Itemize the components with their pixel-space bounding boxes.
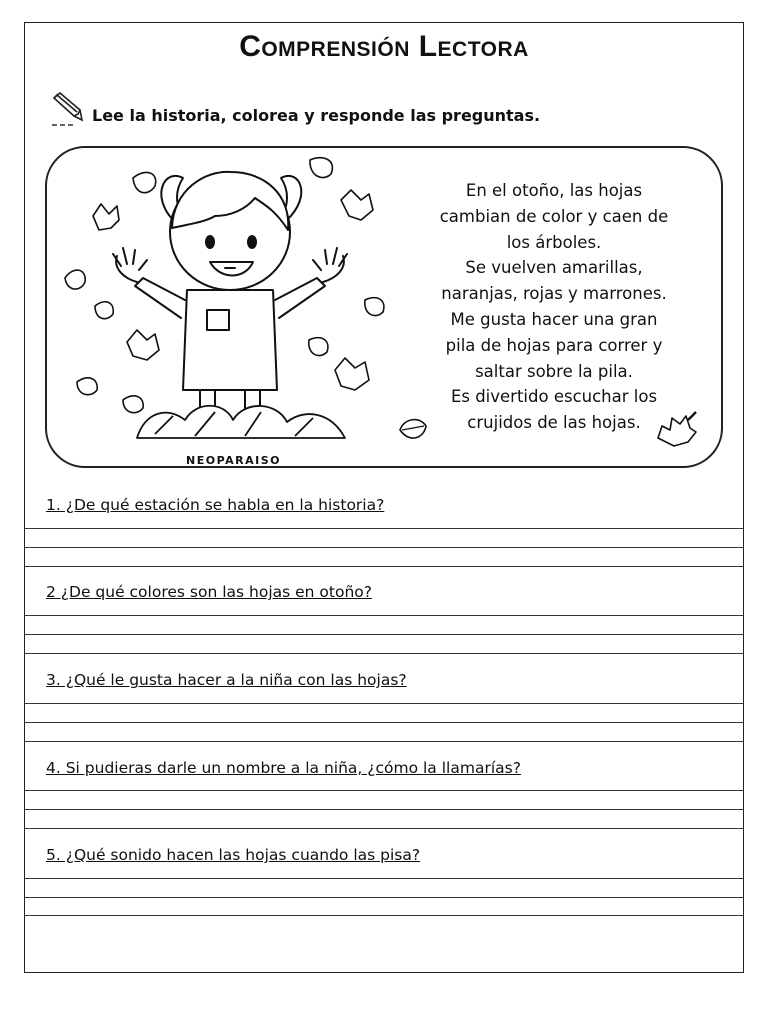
answer-line[interactable] [24,547,744,548]
instruction-text: Lee la historia, colorea y responde las preguntas. [92,106,541,125]
question-5: 5. ¿Qué sonido hacen las hojas cuando las pisa? [46,846,421,864]
answer-line[interactable] [24,790,744,791]
question-4: 4. Si pudieras darle un nombre a la niña, ¿cómo la llamarías? [46,759,521,777]
story-line: naranjas, rojas y marrones. [441,284,667,304]
story-line: los árboles. [506,232,602,252]
answer-line[interactable] [24,566,744,567]
answer-line[interactable] [24,915,744,916]
pencil-icon [48,92,88,128]
story-line: Se vuelven amarillas, [465,258,643,278]
answer-line[interactable] [24,809,744,810]
story-line: crujidos de las hojas. [467,413,641,433]
answer-line[interactable] [24,528,744,529]
brand-logo: NEOPARAISO [186,454,281,467]
answer-line[interactable] [24,615,744,616]
answer-line[interactable] [24,878,744,879]
story-line: cambian de color y caen de [439,206,669,226]
story-line: pila de hojas para correr y [445,335,663,355]
story-text [412,178,696,436]
answer-line[interactable] [24,703,744,704]
answer-line[interactable] [24,897,744,898]
answer-line[interactable] [24,634,744,635]
answer-line[interactable] [24,828,744,829]
answer-line[interactable] [24,653,744,654]
answer-line[interactable] [24,741,744,742]
girl-with-leaves-illustration [55,150,405,450]
story-line: Es divertido escuchar los [450,387,658,407]
question-2: 2 ¿De qué colores son las hojas en otoño? [46,583,372,601]
page-title: Comprensión Lectora [239,30,529,63]
story-line: En el otoño, las hojas [465,181,643,200]
question-1: 1. ¿De qué estación se habla en la historia? [46,496,385,514]
question-3: 3. ¿Qué le gusta hacer a la niña con las hojas? [46,671,407,689]
story-line: Me gusta hacer una gran [450,309,658,329]
story-line: saltar sobre la pila. [475,361,633,381]
answer-line[interactable] [24,722,744,723]
